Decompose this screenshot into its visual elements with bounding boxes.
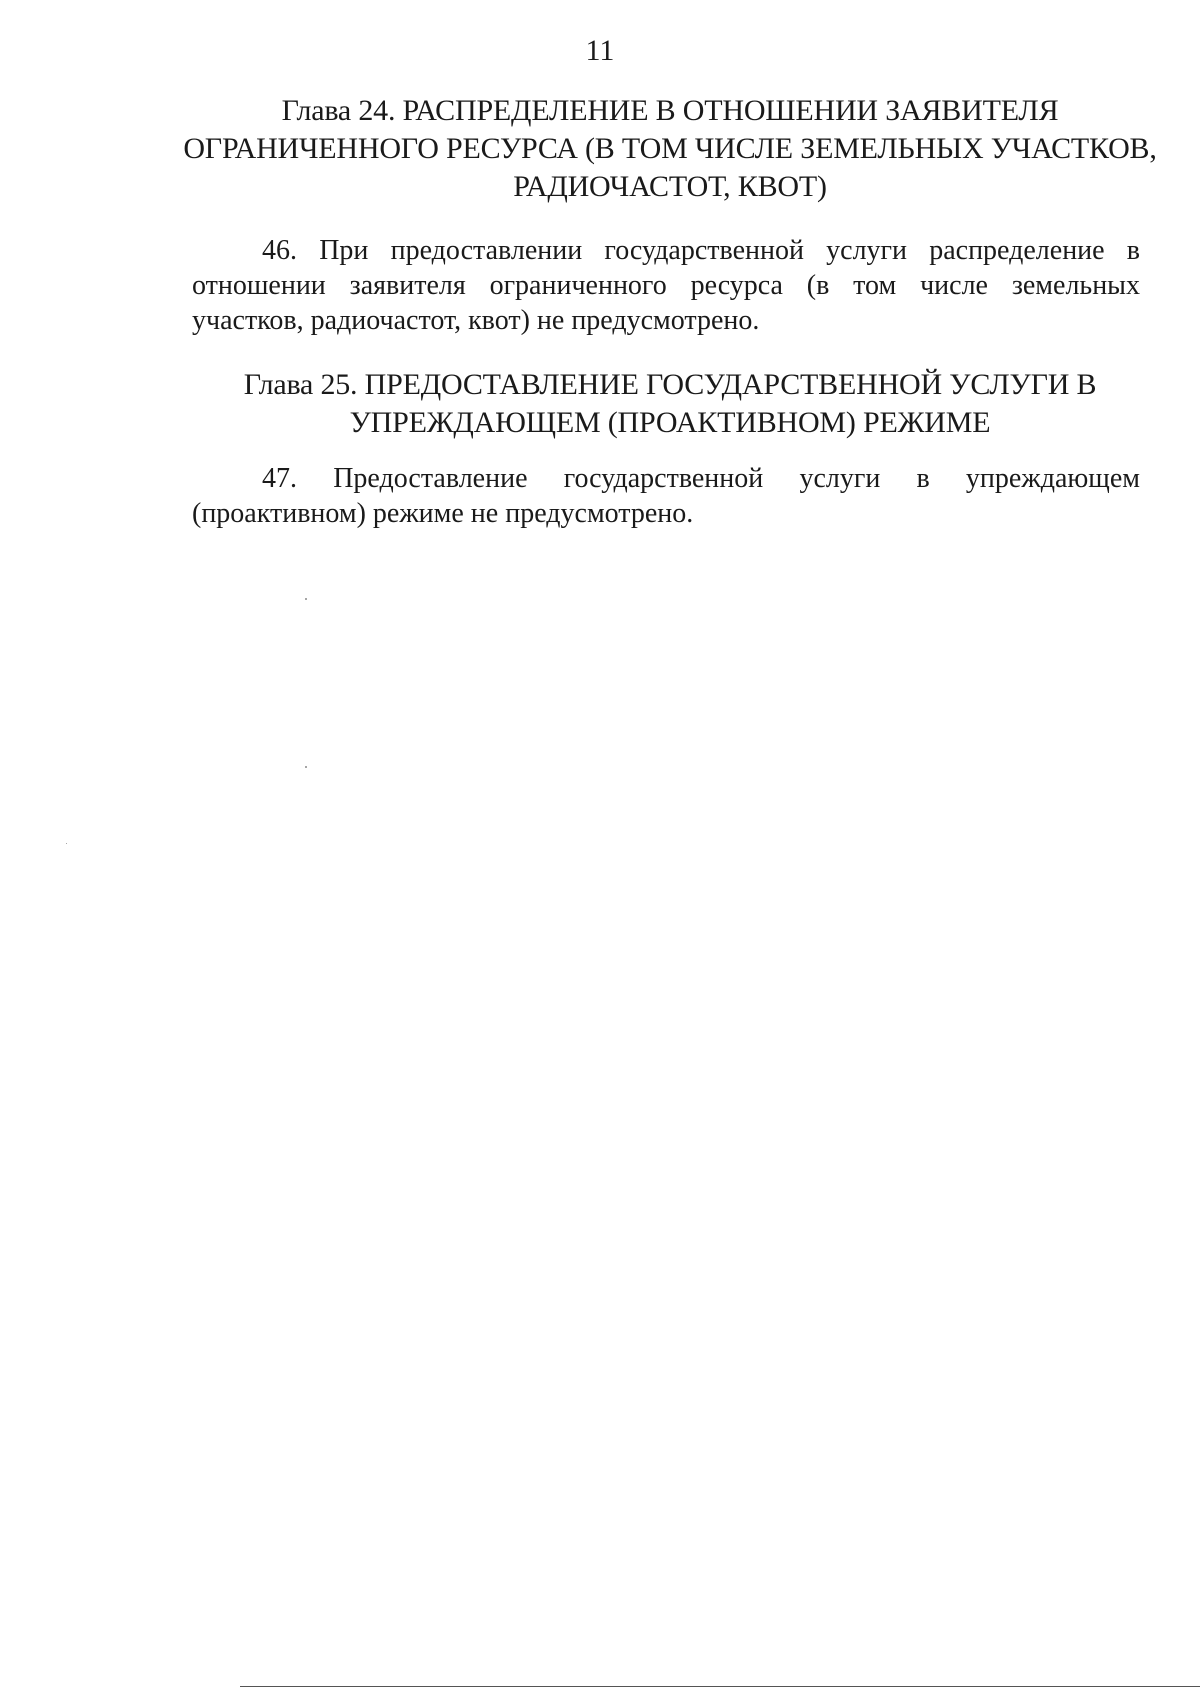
chapter-24-heading-line: Глава 24. РАСПРЕДЕЛЕНИЕ В ОТНОШЕНИИ ЗАЯВИТЕЛЯ	[281, 94, 1059, 127]
scan-bottom-edge	[240, 1686, 1200, 1687]
scan-speck	[305, 598, 307, 600]
scan-speck	[305, 766, 307, 768]
paragraph-47-line: 47. Предоставление государственной услуги в упреждающем	[262, 463, 1140, 494]
paragraph-46	[192, 233, 1140, 338]
chapter-24-heading	[180, 92, 1160, 206]
scan-speck	[66, 843, 67, 844]
paragraph-46-line: участков, радиочастот, квот) не предусмотрено.	[192, 305, 760, 336]
chapter-25-heading-line: УПРЕЖДАЮЩЕМ (ПРОАКТИВНОМ) РЕЖИМЕ	[349, 406, 991, 439]
chapter-25-heading-line: Глава 25. ПРЕДОСТАВЛЕНИЕ ГОСУДАРСТВЕННОЙ УСЛУГИ В	[243, 368, 1097, 401]
chapter-25-heading	[180, 366, 1160, 442]
paragraph-47-line: (проактивном) режиме не предусмотрено.	[192, 498, 694, 529]
paragraph-47	[192, 461, 1140, 531]
paragraph-46-line: 46. При предоставлении государственной услуги распределение в	[262, 235, 1140, 266]
chapter-24-heading-line: РАДИОЧАСТОТ, КВОТ)	[513, 170, 827, 203]
page-number: 11	[585, 34, 615, 67]
paragraph-46-line: отношении заявителя ограниченного ресурса (в том числе земельных	[192, 270, 1140, 301]
chapter-24-heading-line: ОГРАНИЧЕННОГО РЕСУРСА (В ТОМ ЧИСЛЕ ЗЕМЕЛЬНЫХ УЧАСТКОВ,	[183, 132, 1157, 165]
